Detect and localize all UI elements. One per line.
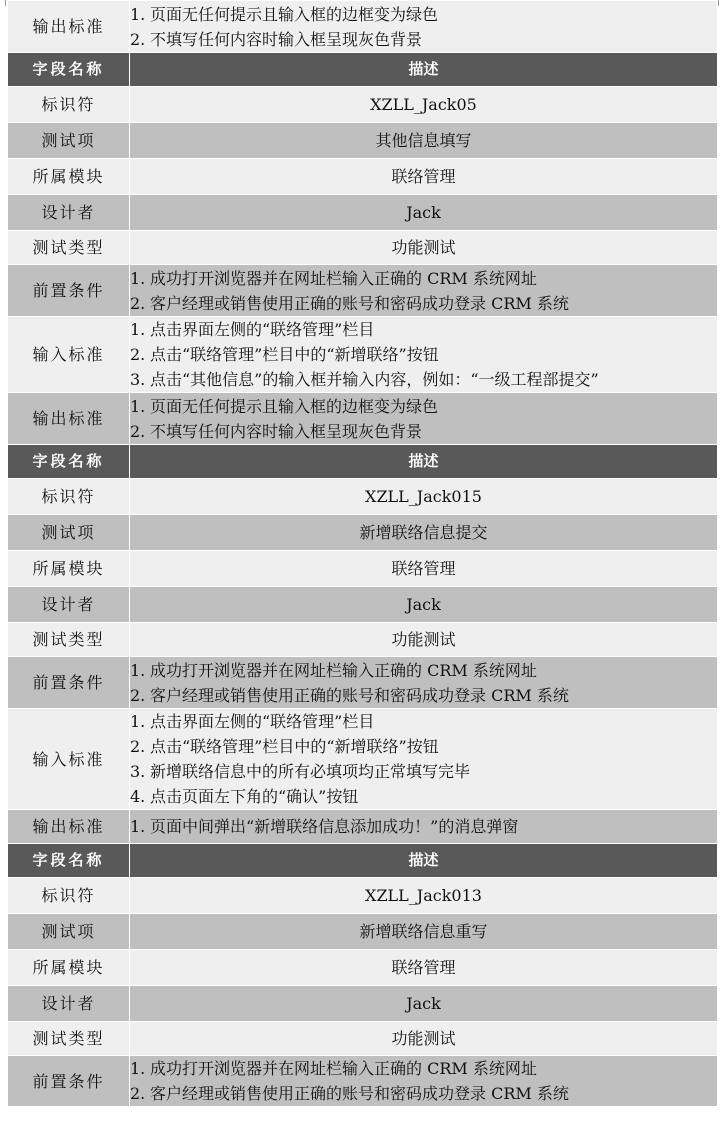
table-row-test-type [8,1022,718,1056]
table-row-output-criteria [8,393,718,445]
list-item [130,291,717,316]
description-header: 描述 [130,844,718,878]
test-type-value: 功能测试 [130,231,718,265]
test-item-label: 测试项 [8,515,130,551]
list-item-number: 1. [130,268,146,288]
list-item [130,2,717,27]
designer-label: 设计者 [8,195,130,231]
table-row-input-criteria [8,709,718,810]
list-item-text: 点击“联络管理”栏目中的“新增联络”按钮 [150,345,439,364]
list-item-number: 3. [130,762,146,781]
table-row-test-item [8,914,718,950]
test-item-value: 其他信息填写 [130,123,718,159]
test-type-value: 功能测试 [130,623,718,657]
table-row-output-criteria [8,1,718,53]
preconditions-label: 前置条件 [8,657,130,709]
identifier-value: XZLL_Jack015 [130,479,718,515]
designer-label: 设计者 [8,587,130,623]
page-edge-left [5,0,6,6]
list-item-text: 点击页面左下角的“确认”按钮 [150,787,359,806]
table-row-preconditions [8,657,718,709]
test-case-table-body [8,1,718,1107]
list-item-number: 1. [130,396,146,416]
list-item-number: 2. [130,29,146,49]
table-row-module [8,950,718,986]
identifier-value: XZLL_Jack013 [130,878,718,914]
table-row-input-criteria [8,317,718,393]
designer-value: Jack [130,195,718,231]
list-item-text: 点击界面左侧的“联络管理”栏目 [150,320,375,339]
table-row-output-criteria [8,810,718,844]
list-item-text: 页面无任何提示且输入框的边框变为绿色 [150,396,439,416]
module-label: 所属模块 [8,159,130,195]
table-row-test-item [8,123,718,159]
input-criteria-list [130,709,718,810]
table-header-row [8,53,718,87]
table-header-row [8,445,718,479]
test-type-value: 功能测试 [130,1022,718,1056]
identifier-value: XZLL_Jack05 [130,87,718,123]
test-item-value: 新增联络信息提交 [130,515,718,551]
list-item [130,1081,717,1106]
list-item [130,734,717,759]
test-item-value: 新增联络信息重写 [130,914,718,950]
list-item-number: 2. [130,685,146,705]
test-type-label: 测试类型 [8,231,130,265]
test-item-label: 测试项 [8,914,130,950]
list-item-number: 1. [130,817,146,836]
list-item-text: 客户经理或销售使用正确的账号和密码成功登录 CRM 系统 [150,685,569,705]
table-row-module [8,551,718,587]
list-item [130,658,717,683]
description-header: 描述 [130,445,718,479]
list-item-number: 1. [130,4,146,24]
table-header-row [8,844,718,878]
identifier-label: 标识符 [8,479,130,515]
list-item-text: 客户经理或销售使用正确的账号和密码成功登录 CRM 系统 [150,1084,569,1103]
list-item-text: 不填写任何内容时输入框呈现灰色背景 [150,29,423,49]
output-criteria-list [130,810,718,844]
preconditions-list [130,657,718,709]
list-item-text: 不填写任何内容时输入框呈现灰色背景 [150,421,423,441]
list-item [130,784,717,809]
input-criteria-label: 输入标准 [8,709,130,810]
page-edge-right [718,0,719,6]
list-item-text: 新增联络信息中的所有必填项均正常填写完毕 [150,762,471,781]
identifier-label: 标识符 [8,878,130,914]
list-item-number: 2. [130,345,146,364]
output-criteria-label: 输出标准 [8,810,130,844]
preconditions-list [130,1056,718,1107]
list-item [130,27,717,52]
list-item-number: 4. [130,787,146,806]
output-criteria-label: 输出标准 [8,393,130,445]
list-item [130,266,717,291]
list-item [130,367,717,392]
module-value: 联络管理 [130,551,718,587]
table-row-designer [8,587,718,623]
designer-value: Jack [130,986,718,1022]
preconditions-label: 前置条件 [8,265,130,317]
table-row-module [8,159,718,195]
table-row-designer [8,195,718,231]
list-item-number: 3. [130,370,146,389]
table-row-identifier [8,87,718,123]
table-row-test-item [8,515,718,551]
module-label: 所属模块 [8,551,130,587]
list-item-text: 成功打开浏览器并在网址栏输入正确的 CRM 系统网址 [150,660,537,680]
output-criteria-list [130,1,718,53]
list-item-text: 客户经理或销售使用正确的账号和密码成功登录 CRM 系统 [150,293,569,313]
preconditions-label: 前置条件 [8,1056,130,1107]
list-item-text: 点击“其他信息”的输入框并输入内容，例如：“一级工程部提交” [150,370,599,389]
module-label: 所属模块 [8,950,130,986]
list-item-text: 成功打开浏览器并在网址栏输入正确的 CRM 系统网址 [150,1059,537,1078]
output-criteria-label: 输出标准 [8,1,130,53]
designer-label: 设计者 [8,986,130,1022]
list-item-number: 2. [130,293,146,313]
list-item-text: 页面中间弹出“新增联络信息添加成功！”的消息弹窗 [150,817,519,836]
document-page [7,0,717,1107]
table-row-preconditions [8,1056,718,1107]
list-item [130,759,717,784]
test-case-table [7,0,718,1107]
table-row-designer [8,986,718,1022]
input-criteria-list [130,317,718,393]
field-name-label: 字段名称 [8,53,130,87]
list-item [130,709,717,734]
list-item [130,814,717,839]
list-item-number: 2. [130,737,146,756]
field-name-label: 字段名称 [8,844,130,878]
field-name-label: 字段名称 [8,445,130,479]
table-row-identifier [8,878,718,914]
table-row-test-type [8,623,718,657]
list-item-text: 页面无任何提示且输入框的边框变为绿色 [150,4,439,24]
list-item [130,419,717,444]
description-header: 描述 [130,53,718,87]
test-item-label: 测试项 [8,123,130,159]
list-item-text: 点击界面左侧的“联络管理”栏目 [150,712,375,731]
module-value: 联络管理 [130,159,718,195]
test-type-label: 测试类型 [8,1022,130,1056]
list-item [130,394,717,419]
table-row-identifier [8,479,718,515]
list-item-number: 1. [130,1059,146,1078]
list-item-number: 1. [130,320,146,339]
designer-value: Jack [130,587,718,623]
output-criteria-list [130,393,718,445]
list-item-number: 2. [130,421,146,441]
identifier-label: 标识符 [8,87,130,123]
list-item [130,342,717,367]
table-row-test-type [8,231,718,265]
list-item [130,1056,717,1081]
test-type-label: 测试类型 [8,623,130,657]
list-item-text: 成功打开浏览器并在网址栏输入正确的 CRM 系统网址 [150,268,537,288]
list-item-text: 点击“联络管理”栏目中的“新增联络”按钮 [150,737,439,756]
table-row-preconditions [8,265,718,317]
list-item [130,317,717,342]
module-value: 联络管理 [130,950,718,986]
list-item-number: 1. [130,712,146,731]
list-item [130,683,717,708]
input-criteria-label: 输入标准 [8,317,130,393]
list-item-number: 1. [130,660,146,680]
preconditions-list [130,265,718,317]
list-item-number: 2. [130,1084,146,1103]
